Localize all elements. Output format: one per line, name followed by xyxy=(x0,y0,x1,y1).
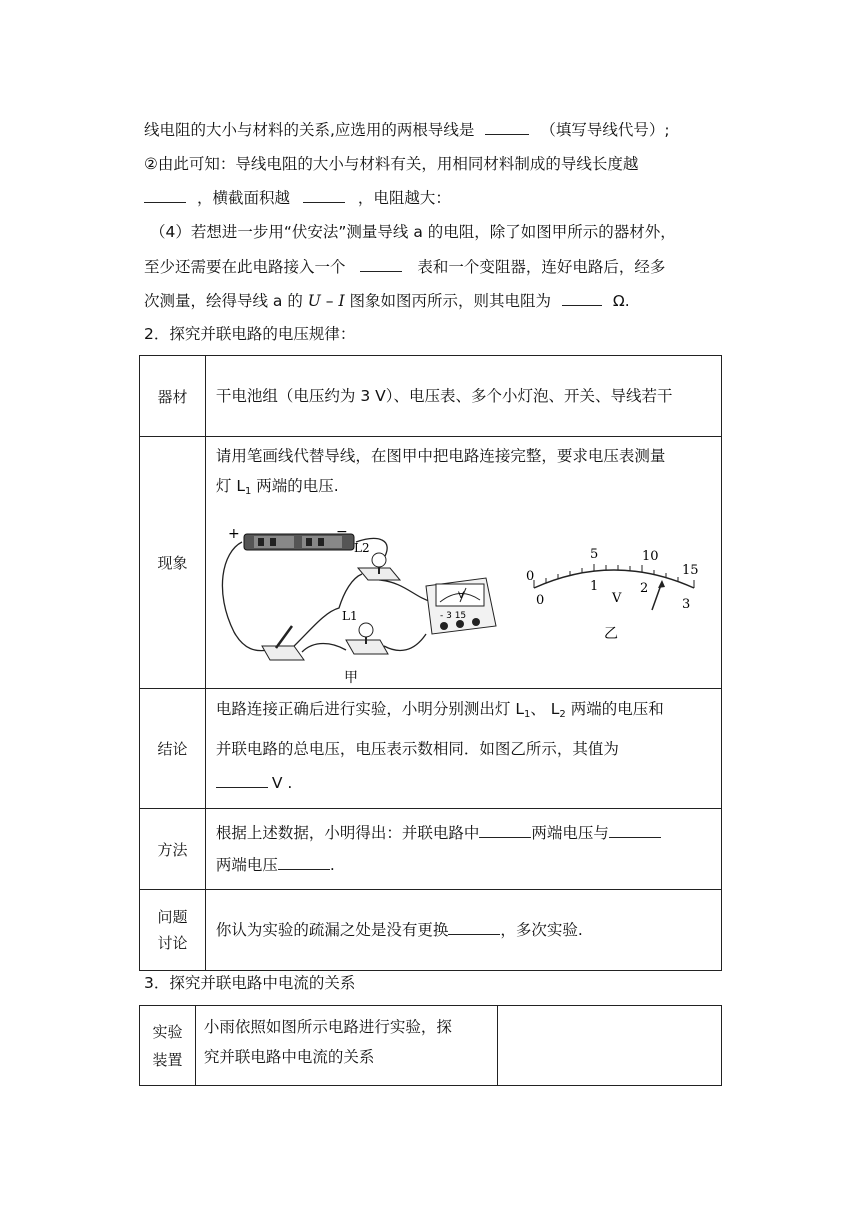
row-label: 器材 xyxy=(140,356,206,437)
setup-figure-cell xyxy=(498,1006,722,1086)
svg-text:- 3 15: - 3 15 xyxy=(439,611,467,621)
answer-blank[interactable] xyxy=(278,853,330,870)
row-label: 现象 xyxy=(140,437,206,689)
svg-text:15: 15 xyxy=(681,563,699,578)
q2-heading: 2．探究并联电路的电压规律： xyxy=(144,325,356,343)
svg-text:−: − xyxy=(335,524,348,540)
row-equipment xyxy=(140,356,722,437)
svg-text:V: V xyxy=(457,591,465,601)
svg-text:0: 0 xyxy=(535,593,545,608)
circuit-figure-jia xyxy=(214,522,514,687)
answer-blank[interactable] xyxy=(609,821,661,838)
svg-text:1: 1 xyxy=(589,579,599,594)
answer-blank[interactable] xyxy=(216,771,268,788)
answer-blank[interactable] xyxy=(360,255,402,272)
figure-caption-yi: 乙 xyxy=(603,626,618,642)
row-phenomenon xyxy=(140,437,722,689)
q1-line-6: 次测量，绘得导线 a 的 U – I 图象如图丙所示，则其电阻为 Ω. xyxy=(144,289,630,312)
answer-blank[interactable] xyxy=(479,821,531,838)
row-label: 结论 xyxy=(140,689,206,809)
answer-blank[interactable] xyxy=(144,186,186,203)
svg-text:5: 5 xyxy=(589,547,599,562)
svg-text:10: 10 xyxy=(641,549,659,564)
row-conclusion: 结论 电路连接正确后进行实验，小明分别测出灯 $L_1$、 $L_2$ 两端的电压和 并联电路的总电压，电压表示数相同．如图乙所示，其值为 V . xyxy=(140,689,722,809)
lamp-l1-icon xyxy=(346,623,388,654)
row-setup: 实验 装置 小雨依照如图所示电路进行实验，探 究并联电路中电流的关系 xyxy=(140,1006,722,1086)
q1-line-3: ，横截面积越 ，电阻越大： xyxy=(144,186,451,209)
svg-text:L1: L1 xyxy=(341,609,358,623)
q1-line-5: 至少还需要在此电路接入一个 表和一个变阻器，连好电路后，经多 xyxy=(144,255,665,278)
answer-blank[interactable] xyxy=(562,289,602,306)
equipment-text: 干电池组（电压约为 3 V）、电压表、多个小灯泡、开关、导线若干 xyxy=(215,387,673,405)
phenomenon-text-1: 请用笔画线代替导线，在图甲中把电路连接完整，要求电压表测量 xyxy=(215,447,666,465)
svg-text:+: + xyxy=(227,526,240,542)
answer-blank[interactable] xyxy=(485,118,529,135)
voltmeter-scale-yi xyxy=(524,542,704,642)
svg-text:3: 3 xyxy=(681,597,691,612)
row-label: 实验 装置 xyxy=(140,1006,196,1086)
q1-line-4: （4）若想进一步用“伏安法”测量导线 a 的电阻，除了如图甲所示的器材外， xyxy=(150,223,676,241)
row-label: 方法 xyxy=(140,809,206,890)
svg-text:V: V xyxy=(611,591,622,606)
answer-blank[interactable] xyxy=(448,918,500,935)
lamp-l2-icon xyxy=(358,553,400,580)
svg-text:2: 2 xyxy=(639,581,649,596)
q2-table xyxy=(139,355,722,971)
q1-line-1: 线电阻的大小与材料的关系,应选用的两根导线是 （填写导线代号）; xyxy=(144,118,670,141)
row-method: 方法 根据上述数据，小明得出：并联电路中 两端电压与 两端电压 . xyxy=(140,809,722,890)
svg-text:L2: L2 xyxy=(353,541,370,555)
q1-line-2: ②由此可知：导线电阻的大小与材料有关，用相同材料制成的导线长度越 xyxy=(144,155,639,173)
phenomenon-text-2: 灯 $L_1$ 两端的电压. xyxy=(215,477,339,497)
row-label: 问题 讨论 xyxy=(140,890,206,971)
voltmeter-icon xyxy=(426,578,496,634)
svg-text:0: 0 xyxy=(525,569,535,584)
q3-heading: 3．探究并联电路中电流的关系 xyxy=(144,974,356,992)
figure-caption-jia: 甲 xyxy=(343,670,358,686)
q3-table xyxy=(139,1005,722,1086)
row-discussion: 问题 讨论 你认为实验的疏漏之处是没有更换 ，多次实验. xyxy=(140,890,722,971)
answer-blank[interactable] xyxy=(303,186,345,203)
